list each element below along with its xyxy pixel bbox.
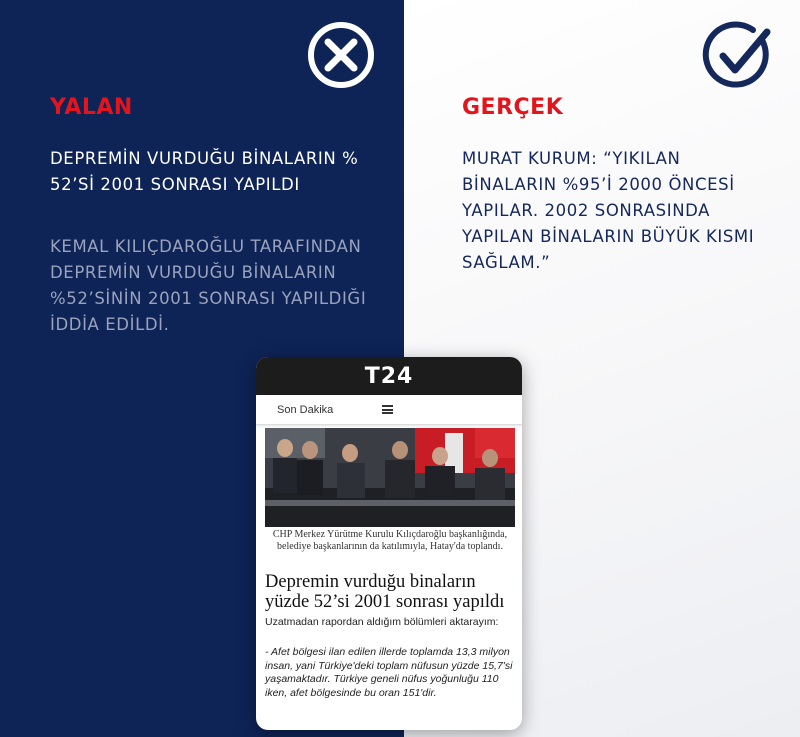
article-intro: Uzatmadan rapordan aldığım bölümleri aktarayım: bbox=[265, 616, 499, 628]
article-headline[interactable]: Depremin vurduğu binaların yüzde 52’si 2001 sonrası yapıldı bbox=[265, 572, 505, 612]
site-header bbox=[256, 357, 522, 395]
article-quote: - Afet bölgesi ilan edilen illerde toplamda 13,3 milyon insan, yani Türkiye'deki toplam nüfusun yüzde 15,7'si yaşamaktadır. Türkiye geneli nüfus yoğunluğu 110 iken, afet bölgesinde bu oran 151'dir. bbox=[265, 646, 513, 699]
false-claim-detail: KEMAL KILIÇDAROĞLU TARAFINDAN DEPREMİN VURDUĞU BİNALARIN %52’SİNİN 2001 SONRASI YAPILDIĞI İDDİA EDİLDİ. bbox=[50, 237, 367, 334]
meeting-photo bbox=[265, 428, 515, 527]
article-screenshot bbox=[256, 357, 522, 730]
nav-bar bbox=[256, 395, 522, 425]
check-circle-icon bbox=[701, 20, 773, 92]
nav-son-dakika[interactable]: Son Dakika bbox=[277, 403, 334, 416]
true-claim-text: MURAT KURUM: “YIKILAN BİNALARIN %95’İ 2000 ÖNCESİ YAPILAR. 2002 SONRASINDA YAPILAN BİNALARIN BÜYÜK KISMI SAĞLAM.” bbox=[462, 149, 755, 272]
true-label: GERÇEK bbox=[462, 95, 564, 120]
x-circle-icon bbox=[306, 20, 376, 90]
photo-caption: CHP Merkez Yürütme Kurulu Kılıçdaroğlu başkanlığında, belediye başkanlarının da katılımıyla, Hatay'da toplandı. bbox=[272, 529, 508, 552]
false-label: YALAN bbox=[50, 95, 133, 120]
false-claim-text: DEPREMİN VURDUĞU BİNALARIN % 52’Sİ 2001 SONRASI YAPILDI bbox=[50, 149, 359, 194]
site-logo[interactable]: T24 bbox=[364, 363, 414, 389]
hamburger-menu-icon[interactable] bbox=[382, 405, 393, 414]
